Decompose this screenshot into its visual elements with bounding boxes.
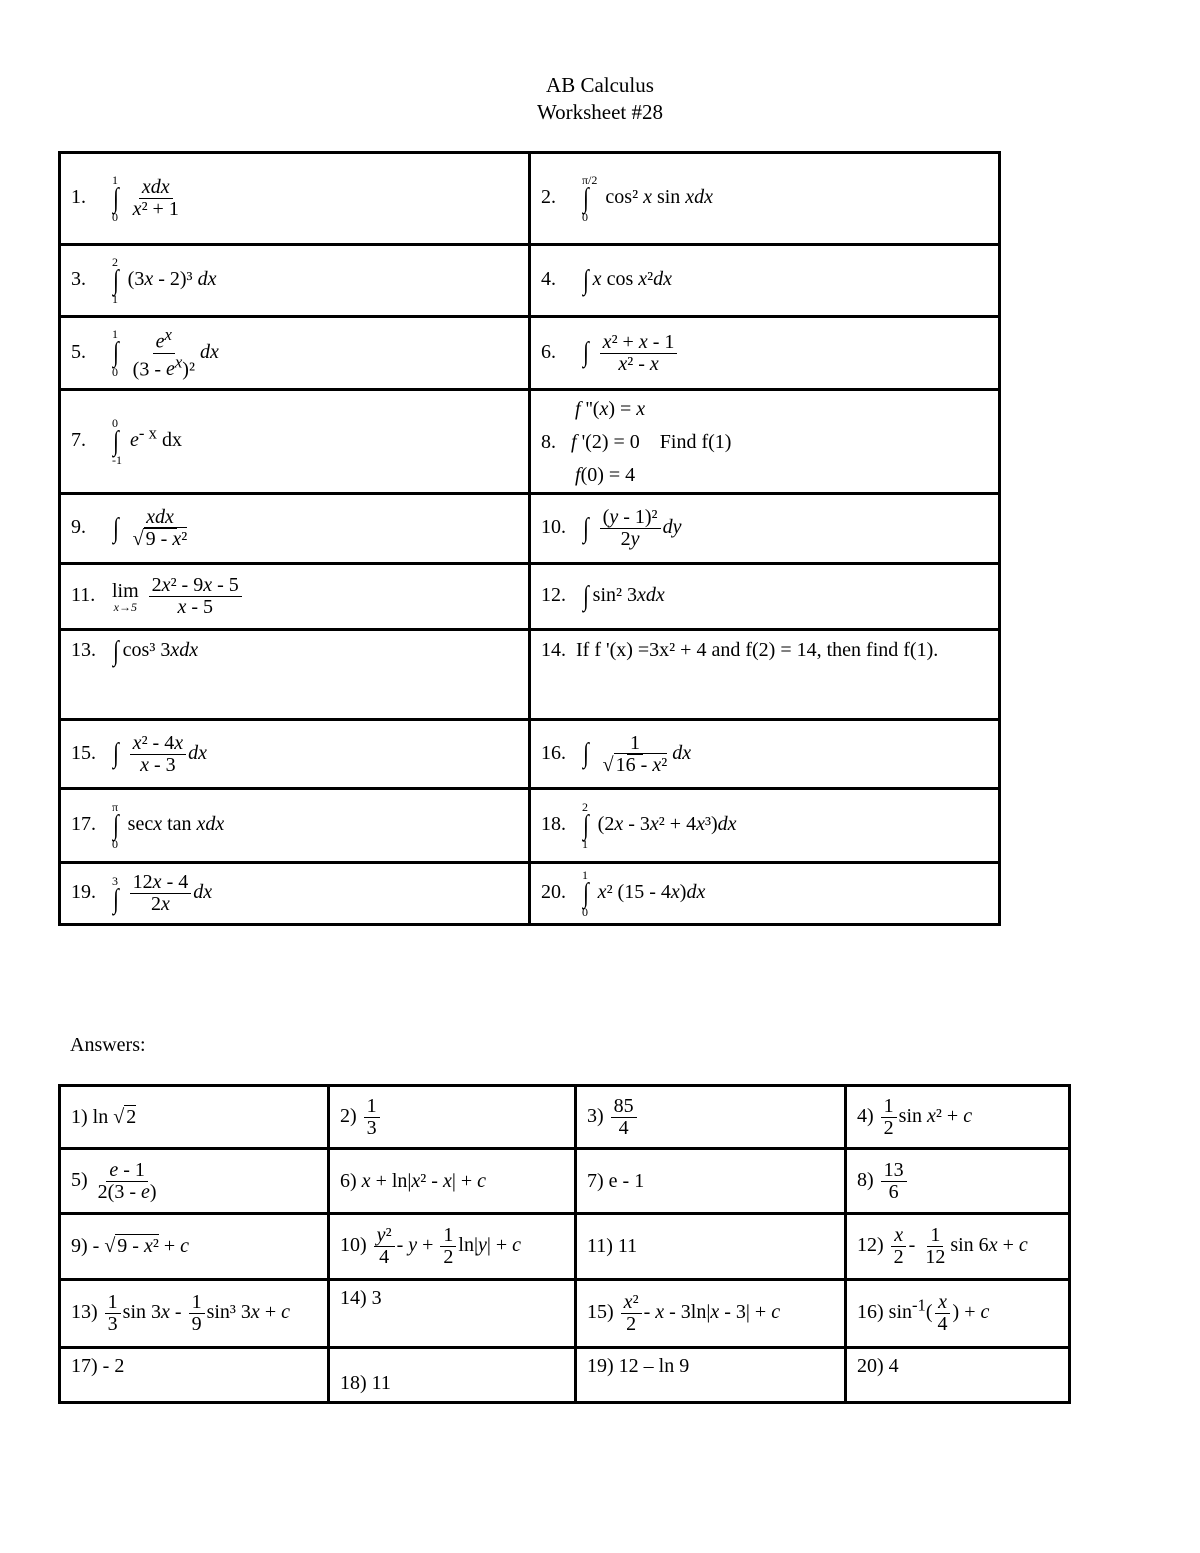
problem-10: 10. ∫ $\frac{\text{(y - 1)²}}{2y}$ dy — [530, 494, 1000, 564]
problem-16: 16. ∫ $\frac{1}{\text{√ 16 - x²}}$ dx — [530, 720, 1000, 789]
find-f1: Find f(1) — [659, 431, 732, 453]
answer-11: 11) 11 — [576, 1214, 846, 1280]
answer-4: 4) $\frac{1}{2}$ sin x² + c — [846, 1086, 1070, 1149]
problem-7: 7. 0 ∫ -1 $e^{- x}$ dx — [60, 390, 530, 494]
answer-15: 15) $\frac{\text{x²}}{2}$ - x - 3ln|x - 3| + c — [576, 1280, 846, 1348]
answers-label: Answers: — [70, 1034, 146, 1056]
answer-18: 18) 11 — [329, 1348, 576, 1403]
problem-12: 12. ∫ sin² 3xdx — [530, 564, 1000, 630]
problem-15: 15. ∫ $\frac{\text{x² - 4x}}{x - 3}$ dx — [60, 720, 530, 789]
problem-14: 14. If f '(x) =3x² + 4 and f(2) = 14, then find f(1). — [530, 630, 1000, 720]
problem-6: 6. ∫ $\frac{\text{x² + x - 1}}{\text{x² - x}}$ — [530, 317, 1000, 390]
answer-10: 10) $\frac{\text{y²}}{4}$ - y + $\frac{1}{2}$ ln|y| + c — [329, 1214, 576, 1280]
problem-18: 18. 2 ∫ 1 (2x - 3x² + 4x³)dx — [530, 789, 1000, 863]
answer-17: 17) - 2 — [60, 1348, 329, 1403]
worksheet-title — [0, 72, 1200, 126]
answer-7: 7) e - 1 — [576, 1149, 846, 1214]
answer-1: 1) ln √ 2 — [60, 1086, 329, 1149]
problem-17: 17. π ∫ 0 secx tan xdx — [60, 789, 530, 863]
answer-14: 14) 3 — [329, 1280, 576, 1348]
problem-11: 11. lim x→5 $\frac{\text{2x² - 9x - 5}}{x - 5}$ — [60, 564, 530, 630]
answer-5: 5) $\frac{e - 1}{2(3 - e)}$ — [60, 1149, 329, 1214]
answer-16: 16) $\sin^{-1}$( $\frac{x}{4}$ ) + c — [846, 1280, 1070, 1348]
answer-20: 20) 4 — [846, 1348, 1070, 1403]
course-title: AB Calculus — [546, 73, 654, 97]
answer-9: 9) - √ 9 - x² + c — [60, 1214, 329, 1280]
answer-6: 6) x + ln|x² - x| + c — [329, 1149, 576, 1214]
problem-3: 3. 2 ∫ 1 (3x - 2)³ dx — [60, 245, 530, 317]
problem-14-text: If f '(x) =3x² + 4 and f(2) = 14, then find f(1). — [576, 639, 939, 661]
answers-table — [58, 1084, 1071, 1404]
answer-12: 12) $\frac{x}{2}$ - $\frac{1}{12}$ sin 6x + c — [846, 1214, 1070, 1280]
problem-1: 1. 1 ∫ 0 $\frac{\text{xdx}}{\text{x² + 1}}$ — [60, 153, 530, 245]
answer-8: 8) $\frac{13}{6}$ — [846, 1149, 1070, 1214]
problem-9: 9. ∫ $\frac{\text{xdx}}{\text{√ 9 - x²}}$ — [60, 494, 530, 564]
answer-2: 2) $\frac{1}{3}$ — [329, 1086, 576, 1149]
problem-2: 2. π/2 ∫ 0 cos² x sin xdx — [530, 153, 1000, 245]
answer-13: 13) $\frac{1}{3}$ sin 3x - $\frac{1}{9}$ sin³ 3x + c — [60, 1280, 329, 1348]
problem-20: 20. 1 ∫ 0 x² (15 - 4x)dx — [530, 863, 1000, 925]
answer-19: 19) 12 – ln 9 — [576, 1348, 846, 1403]
problem-8: f ''(x) = x 8. f '(2) = 0 Find f(1) f(0) = 4 — [530, 390, 1000, 494]
answer-3: 3) $\frac{85}{4}$ — [576, 1086, 846, 1149]
worksheet-number: Worksheet #28 — [536, 100, 664, 124]
problem-5: 5. 1 ∫ 0 $\frac{e^x}{(3 - e^x)^2}$ dx — [60, 317, 530, 390]
problem-4: 4. ∫ x cos x²dx — [530, 245, 1000, 317]
problems-table — [58, 151, 1001, 926]
problem-19: 19. 3 ∫ $\frac{12x - 4}{2x}$ dx — [60, 863, 530, 925]
problem-13: 13. ∫ cos³ 3xdx — [60, 630, 530, 720]
